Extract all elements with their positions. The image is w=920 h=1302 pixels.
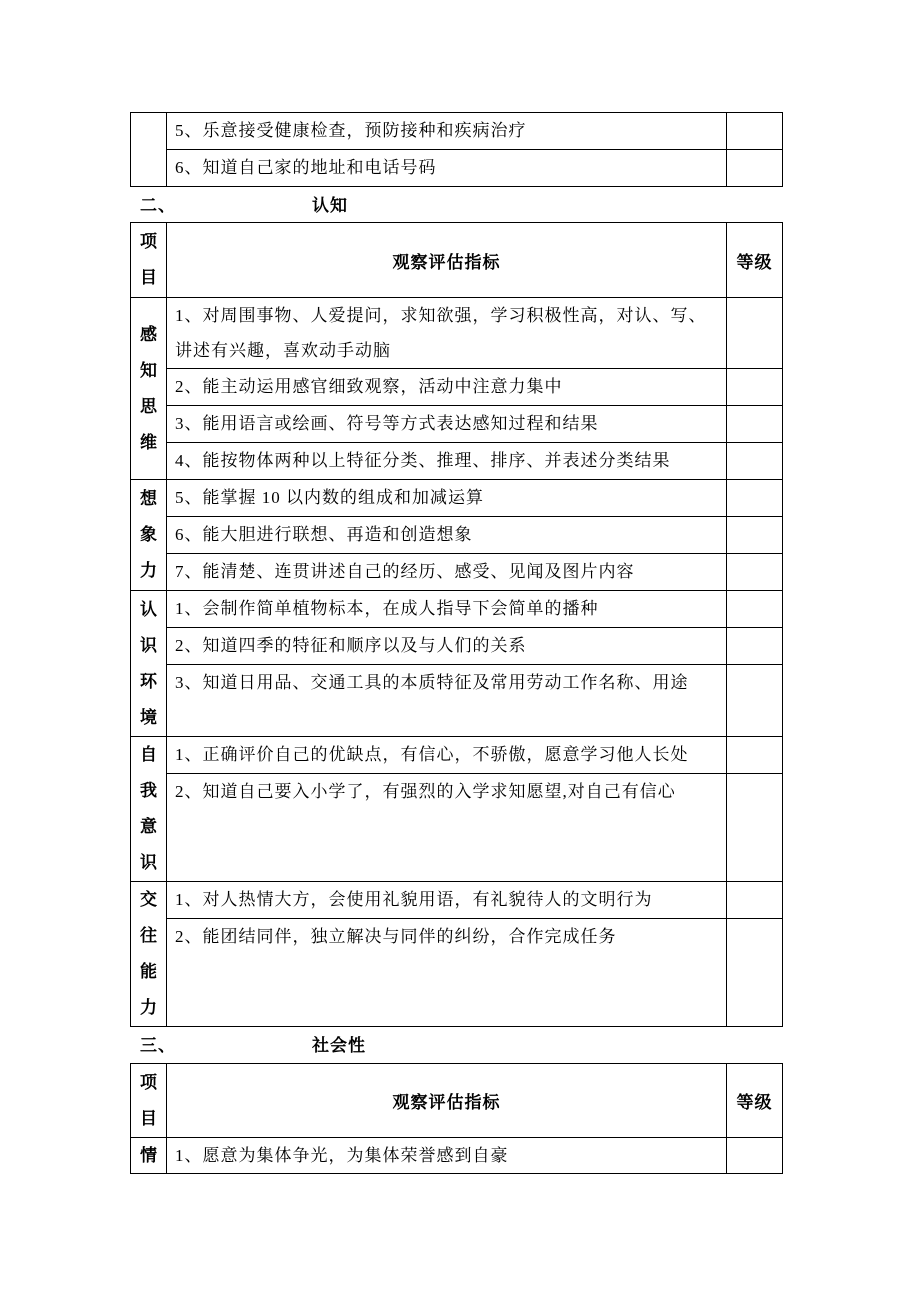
section-title: 认知 — [312, 196, 348, 215]
item-text: 6、能大胆进行联想、再造和创造想象 — [167, 517, 726, 553]
grade-cell — [727, 298, 782, 368]
group-label-environment: 认识环境 — [140, 599, 157, 727]
header-item-cell — [131, 1064, 166, 1137]
grade-cell — [727, 113, 782, 149]
item-text: 6、知道自己家的地址和电话号码 — [167, 150, 726, 186]
header-item-cell — [131, 223, 166, 297]
item-text: 1、对周围事物、人爱提问，求知欲强，学习积极性高，对认、写、讲述有兴趣，喜欢动手动脑 — [167, 298, 726, 368]
item-text: 1、会制作简单植物标本，在成人指导下会简单的播种 — [167, 591, 726, 627]
item-text: 2、知道自己要入小学了，有强烈的入学求知愿望,对自己有信心 — [167, 774, 726, 881]
grade-cell — [727, 665, 782, 736]
item-text: 2、知道四季的特征和顺序以及与人们的关系 — [167, 628, 726, 664]
grade-cell — [727, 774, 782, 881]
grade-cell — [727, 369, 782, 405]
group-label-emotion: 情 — [140, 1145, 157, 1165]
header-item-label: 项目 — [140, 1072, 157, 1128]
item-text: 1、对人热情大方，会使用礼貌用语，有礼貌待人的文明行为 — [167, 882, 726, 918]
group-label-cell — [131, 882, 166, 1026]
group-label-perception: 感知思维 — [140, 324, 157, 452]
grade-cell — [727, 882, 782, 918]
item-text: 1、愿意为集体争光，为集体荣誉感到自豪 — [167, 1138, 726, 1173]
group-label-cell — [131, 737, 166, 881]
grade-cell — [727, 150, 782, 186]
section-title: 社会性 — [312, 1036, 366, 1055]
item-text: 1、正确评价自己的优缺点，有信心，不骄傲，愿意学习他人长处 — [167, 737, 726, 773]
grade-cell — [727, 628, 782, 664]
cognition-table — [130, 222, 783, 1027]
group-label-cell — [131, 113, 166, 186]
group-label-cell — [131, 591, 166, 736]
item-text: 2、能主动运用感官细致观察，活动中注意力集中 — [167, 369, 726, 405]
group-label-self-awareness: 自我意识 — [140, 745, 157, 872]
item-text: 5、乐意接受健康检查，预防接种和疾病治疗 — [167, 113, 726, 149]
item-text: 4、能按物体两种以上特征分类、推理、排序、并表述分类结果 — [167, 443, 726, 479]
group-label-cell — [131, 298, 166, 479]
section-number: 三、 — [140, 1036, 176, 1055]
grade-cell — [727, 406, 782, 442]
sociality-table — [130, 1063, 783, 1174]
group-label-cell — [131, 480, 166, 590]
group-label-cell — [131, 1138, 166, 1173]
grade-cell — [727, 919, 782, 1026]
item-text: 3、知道日用品、交通工具的本质特征及常用劳动工作名称、用途 — [167, 665, 726, 736]
grade-cell — [727, 737, 782, 773]
section-number: 二、 — [140, 196, 176, 215]
item-text: 7、能清楚、连贯讲述自己的经历、感受、见闻及图片内容 — [167, 554, 726, 590]
header-indicator: 观察评估指标 — [167, 1064, 726, 1137]
grade-cell — [727, 517, 782, 553]
header-grade: 等级 — [727, 1064, 782, 1137]
grade-cell — [727, 1138, 782, 1173]
group-label-social-skills: 交往能力 — [140, 890, 157, 1017]
grade-cell — [727, 591, 782, 627]
grade-cell — [727, 554, 782, 590]
item-text: 2、能团结同伴，独立解决与同伴的纠纷，合作完成任务 — [167, 919, 726, 1026]
item-text: 5、能掌握 10 以内数的组成和加减运算 — [167, 480, 726, 516]
health-table-continued — [130, 112, 783, 187]
header-indicator: 观察评估指标 — [167, 223, 726, 297]
header-grade: 等级 — [727, 223, 782, 297]
grade-cell — [727, 480, 782, 516]
item-text: 3、能用语言或绘画、符号等方式表达感知过程和结果 — [167, 406, 726, 442]
group-label-imagination: 想象力 — [140, 489, 157, 580]
header-item-label: 项目 — [140, 232, 157, 287]
grade-cell — [727, 443, 782, 479]
